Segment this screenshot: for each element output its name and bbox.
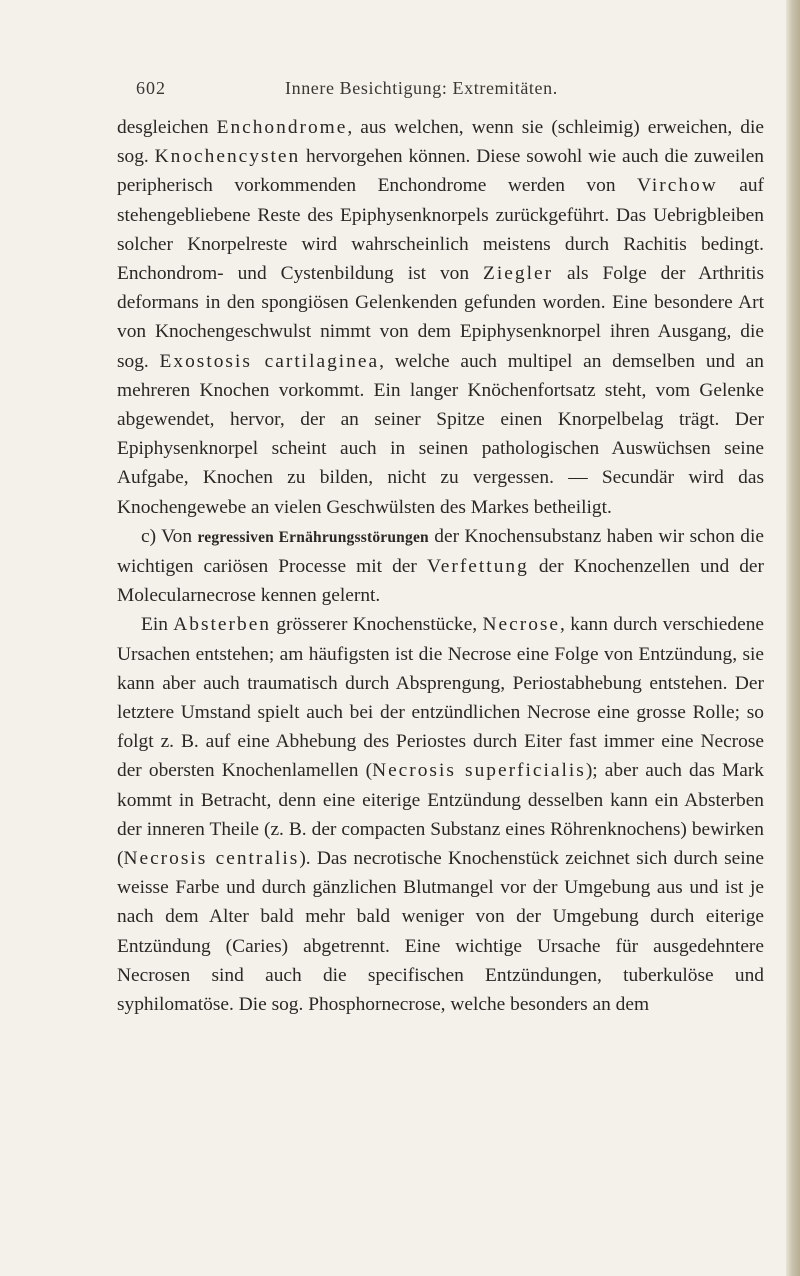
text-segment: c) Von (141, 525, 198, 547)
paragraph (117, 113, 764, 522)
spaced-term: Necrosis centralis (123, 848, 300, 870)
text-segment: grösserer Knochenstücke, (271, 614, 483, 636)
text-segment: als Folge der Arthritis deformans in den spongiösen Gelenkenden gefunden worden. Eine besondere Art von Knochengeschwulst nimmt von dem Epiphysenknorpel ihren Ausgang, die sog. (117, 263, 765, 372)
paragraph (117, 522, 764, 611)
spaced-term: Absterben (173, 614, 271, 636)
text-segment: der Knochenzellen und der Molecularnecrose kennen gelernt. (117, 556, 764, 607)
text-segment: ). Das necrotische Knochenstück zeichnet sich durch seine weisse Farbe und durch gänzlichen Blutmangel vor der Umgebung aus und ist je nach dem Alter bald mehr bald weniger von der Umgebung durch eiterige Entzündung (Caries) abgetrennt. Eine wichtige Ursache für ausgedehntere Necrosen sind auch die specifischen Entzündungen, tuberkulöse und syphilomatöse. Die sog. Phosphornecrose, welche besonders an dem (117, 848, 764, 1016)
text-segment: , kann durch verschiedene Ursachen entstehen; am häufigsten ist die Necrose eine Folge von Entzündung, sie kann aber auch traumatisch durch Absprengung, Periostabhebung entstehen. Der letztere Umstand spielt auch bei der entzündlichen Necrose eine grosse Rolle; so folgt z. B. auf eine Abhebung des Periostes durch Eiter fast immer eine Necrose der obersten Knochenlamellen ( (117, 614, 765, 782)
text-segment: , welche auch multipel an demselben und an mehreren Knochen vorkommt. Ein langer Knöchenfortsatz steht, vom Gelenke abgewendet, hervor, der an seiner Spitze einen Knorpelbelag trägt. Der Epiphysenknorpel scheint auch in seinen pathologischen Auswüchsen seine Aufgabe, Knochen zu bilden, nicht zu vergessen. — Secundär wird das Knochengewebe an vielen Geschwülsten des Markes betheiligt. (117, 350, 765, 518)
paragraph (117, 610, 764, 1019)
spaced-term: Virchow (637, 175, 718, 197)
page-number: 602 (136, 78, 166, 98)
spaced-term: Necrosis superficialis (372, 760, 586, 782)
page-header (0, 78, 800, 102)
page-edge-shadow (786, 0, 800, 1276)
small-bold-term: regressiven Ernährungsstörungen (197, 528, 429, 546)
spaced-term: Exostosis cartilaginea (159, 350, 380, 372)
spaced-term: Verfettung (426, 556, 529, 578)
text-segment: der Knochensubstanz haben wir schon die wichtigen cariösen Processe mit der (117, 525, 764, 578)
body-text (117, 113, 764, 1019)
text-segment: hervorgehen können. Diese sowohl wie auch die zuweilen peripherisch vorkommenden Enchondrome werden von (117, 146, 765, 197)
text-segment: ); aber auch das Mark kommt in Betracht, denn eine eiterige Entzündung desselben kann ein Absterben der inneren Theile (z. B. der compacten Substanz eines Röhrenknochens) bewirken ( (117, 760, 764, 870)
running-head: Innere Besichtigung: Extremitäten. (285, 78, 558, 98)
text-segment: desgleichen (117, 117, 217, 138)
spaced-term: Knochencysten (154, 146, 301, 168)
text-segment: , aus welchen, wenn sie (schleimig) erweichen, die sog. (117, 117, 764, 168)
spaced-term: Necrose (482, 614, 561, 636)
text-segment: auf stehengebliebene Reste des Epiphysenknorpels zurückgeführt. Das Uebrigbleiben solcher Knorpelreste wird wahrscheinlich meistens durch Rachitis bedingt. Enchondrom- und Cystenbildung ist von (117, 175, 764, 285)
spaced-term: Ziegler (483, 263, 554, 285)
text-segment: Ein (141, 614, 174, 636)
spaced-term: Enchondrome (216, 117, 348, 138)
